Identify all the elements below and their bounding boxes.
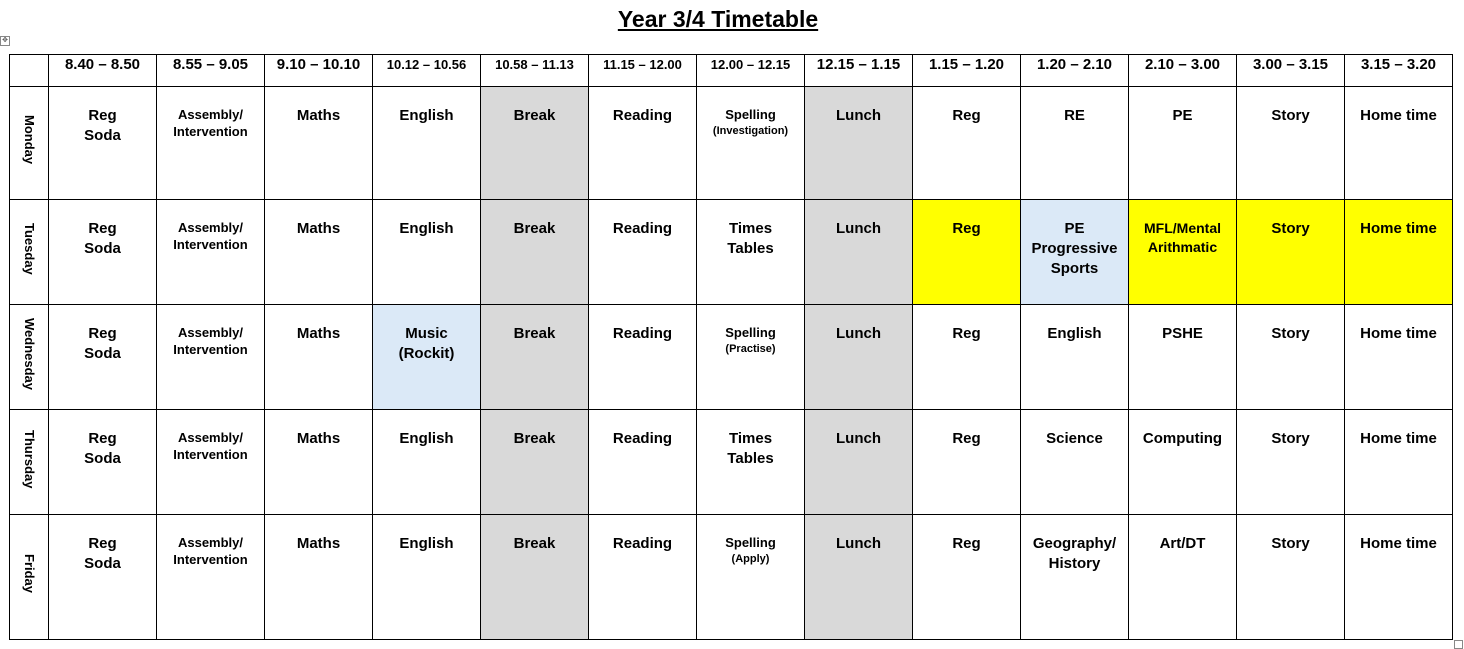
lesson-cell: Times Tables [697,410,805,515]
time-header: 3.15 – 3.20 [1345,55,1453,87]
day-row-friday [10,515,1453,640]
lesson-cell-highlighted: MFL/Mental Arithmatic [1129,200,1237,305]
page-title: Year 3/4 Timetable [617,6,819,32]
lesson-cell: Spelling (Practise) [697,305,805,410]
lesson-cell: Reading [589,200,697,305]
lesson-cell-highlighted: Story [1237,200,1345,305]
break-cell: Break [481,305,589,410]
lesson-cell-highlighted: Home time [1345,200,1453,305]
lesson-cell: Geography/ History [1021,515,1129,640]
lesson-cell: Maths [265,305,373,410]
lesson-cell: Assembly/ Intervention [157,515,265,640]
time-header: 12.15 – 1.15 [805,55,913,87]
lesson-cell: Story [1237,87,1345,200]
lesson-cell: Computing [1129,410,1237,515]
lesson-cell: Maths [265,410,373,515]
lesson-cell: RE [1021,87,1129,200]
lesson-cell: English [373,410,481,515]
lesson-cell: Reg Soda [49,200,157,305]
lesson-cell: Spelling (Apply) [697,515,805,640]
lesson-cell: English [373,87,481,200]
day-label: Friday [22,554,37,594]
time-header: 1.15 – 1.20 [913,55,1021,87]
time-header: 9.10 – 10.10 [265,55,373,87]
day-row-monday [10,87,1453,200]
lesson-cell: Assembly/ Intervention [157,305,265,410]
lesson-cell: English [1021,305,1129,410]
break-cell: Break [481,87,589,200]
day-label-cell [10,200,49,305]
lesson-cell: Assembly/ Intervention [157,200,265,305]
lesson-cell: Reg Soda [49,305,157,410]
lesson-cell: Reg [913,87,1021,200]
lesson-cell: Spelling (Investigation) [697,87,805,200]
lesson-cell: Reg Soda [49,87,157,200]
lesson-cell: Maths [265,87,373,200]
lesson-cell: Reading [589,87,697,200]
lesson-cell: English [373,515,481,640]
time-header: 2.10 – 3.00 [1129,55,1237,87]
time-header: 3.00 – 3.15 [1237,55,1345,87]
lesson-cell: Art/DT [1129,515,1237,640]
time-header: 11.15 – 12.00 [589,55,697,87]
table-move-handle-icon[interactable]: ✥ [0,36,10,46]
day-row-tuesday [10,200,1453,305]
lesson-cell: Maths [265,200,373,305]
timetable [9,54,1453,640]
lesson-cell: PE [1129,87,1237,200]
lunch-cell: Lunch [805,87,913,200]
lesson-cell: Reading [589,515,697,640]
lesson-cell-highlighted: Reg [913,200,1021,305]
day-label-cell [10,410,49,515]
time-header: 10.58 – 11.13 [481,55,589,87]
day-row-wednesday [10,305,1453,410]
lesson-cell: Reg [913,515,1021,640]
day-label: Thursday [22,429,37,489]
break-cell: Break [481,410,589,515]
lesson-cell: Home time [1345,87,1453,200]
time-header: 12.00 – 12.15 [697,55,805,87]
day-label: Wednesday [22,317,37,390]
lesson-cell: Story [1237,305,1345,410]
lesson-cell: Reading [589,410,697,515]
lesson-cell: Reg Soda [49,410,157,515]
lunch-cell: Lunch [805,305,913,410]
lesson-cell: Reg Soda [49,515,157,640]
time-header: 10.12 – 10.56 [373,55,481,87]
lesson-cell: Assembly/ Intervention [157,87,265,200]
lesson-cell: Story [1237,515,1345,640]
lesson-cell: PSHE [1129,305,1237,410]
lunch-cell: Lunch [805,410,913,515]
lesson-cell: Assembly/ Intervention [157,410,265,515]
lesson-cell-special: PE Progressive Sports [1021,200,1129,305]
time-header-row [10,55,1453,87]
break-cell: Break [481,200,589,305]
day-label: Tuesday [22,223,37,275]
day-label-cell [10,515,49,640]
lesson-cell: Story [1237,410,1345,515]
lesson-cell-special: Music (Rockit) [373,305,481,410]
lesson-cell: Home time [1345,305,1453,410]
lesson-cell: Home time [1345,410,1453,515]
lesson-cell: Home time [1345,515,1453,640]
time-header: 1.20 – 2.10 [1021,55,1129,87]
day-label-cell [10,87,49,200]
day-label-cell [10,305,49,410]
lesson-cell: English [373,200,481,305]
lunch-cell: Lunch [805,200,913,305]
corner-cell [10,55,49,87]
lesson-cell: Reg [913,410,1021,515]
lesson-cell: Times Tables [697,200,805,305]
lesson-cell: Science [1021,410,1129,515]
lesson-cell: Maths [265,515,373,640]
lesson-cell: Reading [589,305,697,410]
lesson-cell: Reg [913,305,1021,410]
break-cell: Break [481,515,589,640]
time-header: 8.40 – 8.50 [49,55,157,87]
lunch-cell: Lunch [805,515,913,640]
time-header: 8.55 – 9.05 [157,55,265,87]
day-label: Monday [22,115,37,165]
day-row-thursday [10,410,1453,515]
